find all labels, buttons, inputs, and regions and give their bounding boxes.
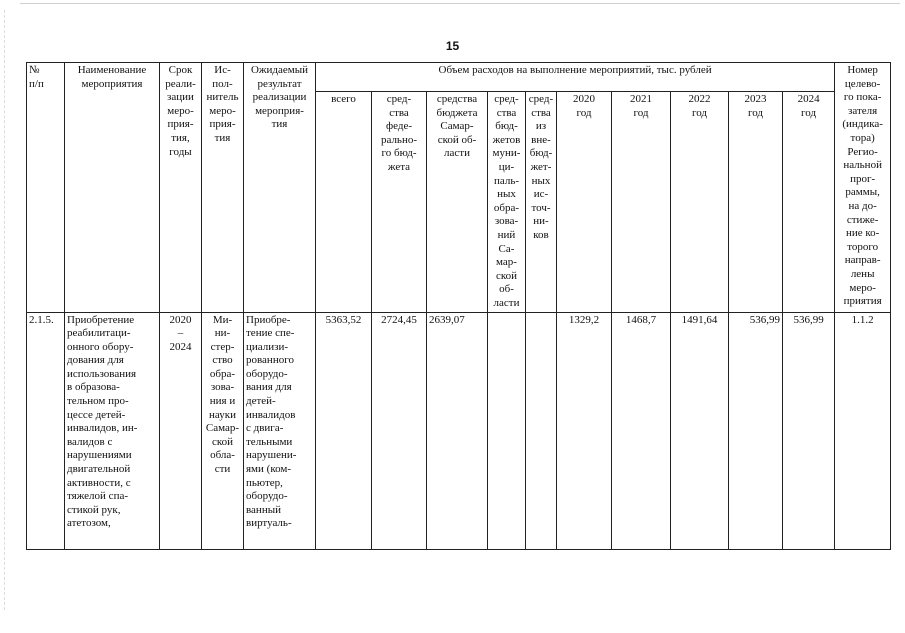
header-expenses-group: Объем расходов на выполнение мероприятий, тыс. рублей xyxy=(316,63,835,92)
header-municipal: сред- ства бюд- жетов муни- ци- паль- ных обра- зова- ний Са- мар- ской об- ласти xyxy=(488,92,526,313)
row-total: 5363,52 xyxy=(316,312,372,549)
top-scan-rule xyxy=(20,3,900,4)
binding-edge-mark xyxy=(4,10,6,610)
header-year-2024: 2024 год xyxy=(783,92,835,313)
header-result: Ожидаемый результат реализации мероприя- тия xyxy=(244,63,316,313)
table-row xyxy=(27,312,891,549)
header-year-2022: 2022 год xyxy=(671,92,729,313)
header-name: Наименование мероприятия xyxy=(65,63,160,313)
header-regional: средства бюджета Самар- ской об- ласти xyxy=(427,92,488,313)
row-year-2021: 1468,7 xyxy=(612,312,671,549)
row-year-2020: 1329,2 xyxy=(557,312,612,549)
row-term: 2020 – 2024 xyxy=(169,313,192,353)
row-executor: Ми- ни- стер- ство обра- зова- ния и науки Самар- ской обла- сти xyxy=(205,313,240,476)
row-year-2023: 536,99 xyxy=(729,312,783,549)
row-num: 2.1.5. xyxy=(27,312,65,549)
header-row-1 xyxy=(27,63,891,92)
row-extrabudget xyxy=(526,312,557,549)
page-number: 15 xyxy=(445,39,460,53)
header-executor: Ис- пол- нитель меро- прия- тия xyxy=(202,63,244,313)
header-extrabudget: сред- ства из вне- бюд- жет- ных ис- точ- ни- ков xyxy=(526,92,557,313)
row-indicator: 1.1.2 xyxy=(835,312,891,549)
header-year-2020: 2020 год xyxy=(557,92,612,313)
expenses-table xyxy=(26,62,891,550)
header-total: всего xyxy=(316,92,372,313)
row-municipal xyxy=(488,312,526,549)
header-indicator: Номер целево- го пока- зателя (индика- тора) Регио- нальной прог- раммы, на до- стиже- ние ко- торого направ- лены меро- приятия xyxy=(835,63,891,313)
row-year-2024: 536,99 xyxy=(783,312,835,549)
row-year-2022: 1491,64 xyxy=(671,312,729,549)
row-federal: 2724,45 xyxy=(372,312,427,549)
header-num: № п/п xyxy=(27,63,65,313)
row-name: Приобретение реабилитаци- онного обору- дования для использования в образова- тельном про- цессе детей- инвалидов, ин- валидов с нарушениями двигательной активности, с тяжелой спа- стикой рук, атетозом, xyxy=(67,313,138,530)
header-year-2021: 2021 год xyxy=(612,92,671,313)
header-term: Срок реали- зации меро- прия- тия, годы xyxy=(160,63,202,313)
header-year-2023: 2023 год xyxy=(729,92,783,313)
row-result: Приобре- тение спе- циализи- рованного оборудо- вания для детей- инвалидов с двига- тельными нарушени- ями (ком- пьютер, оборудо- ванный виртуаль- xyxy=(246,313,297,530)
header-federal: сред- ства феде- рально- го бюд- жета xyxy=(372,92,427,313)
row-regional: 2639,07 xyxy=(427,312,488,549)
